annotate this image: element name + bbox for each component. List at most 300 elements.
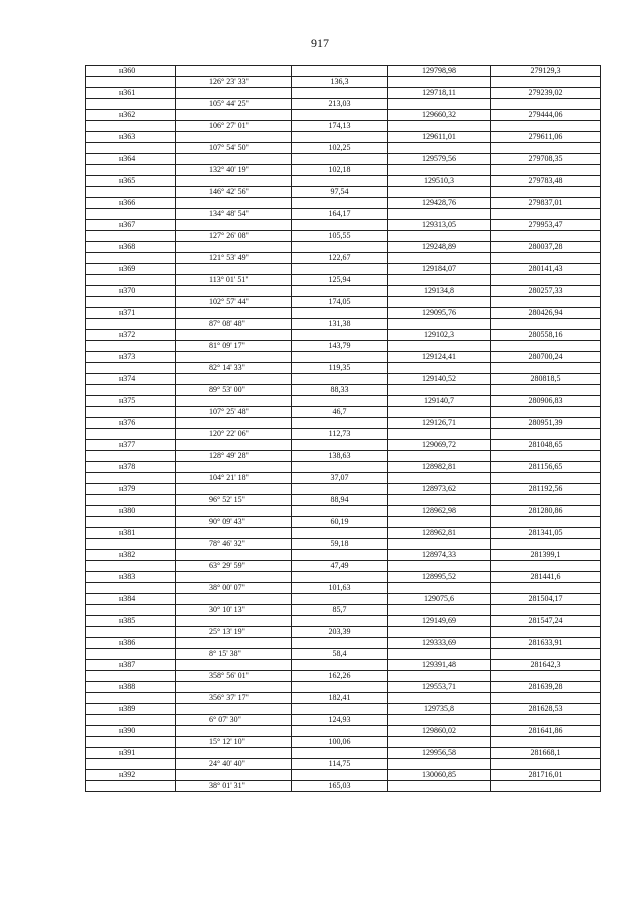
empty-cell (388, 649, 491, 660)
segment-length: 131,38 (292, 319, 388, 330)
coordinates-table-body (86, 66, 601, 792)
empty-cell (176, 550, 292, 561)
empty-cell (292, 220, 388, 231)
point-row (86, 682, 601, 693)
empty-cell (491, 99, 601, 110)
segment-row (86, 517, 601, 528)
empty-cell (388, 693, 491, 704)
empty-cell (491, 77, 601, 88)
point-name: н375 (86, 396, 176, 407)
empty-cell (176, 462, 292, 473)
empty-cell (491, 363, 601, 374)
empty-cell (388, 165, 491, 176)
empty-cell (292, 88, 388, 99)
point-name: н376 (86, 418, 176, 429)
empty-cell (86, 693, 176, 704)
segment-row (86, 121, 601, 132)
segment-row (86, 209, 601, 220)
segment-angle: 104° 21' 18" (176, 473, 292, 484)
empty-cell (491, 165, 601, 176)
segment-row (86, 143, 601, 154)
empty-cell (491, 473, 601, 484)
point-x: 129134,8 (388, 286, 491, 297)
segment-row (86, 275, 601, 286)
point-y: 280257,33 (491, 286, 601, 297)
point-x: 129069,72 (388, 440, 491, 451)
empty-cell (388, 715, 491, 726)
point-x: 129140,7 (388, 396, 491, 407)
empty-cell (491, 187, 601, 198)
empty-cell (388, 143, 491, 154)
empty-cell (491, 319, 601, 330)
empty-cell (176, 726, 292, 737)
point-y: 279444,06 (491, 110, 601, 121)
empty-cell (388, 605, 491, 616)
point-x: 129333,69 (388, 638, 491, 649)
empty-cell (388, 363, 491, 374)
empty-cell (491, 385, 601, 396)
empty-cell (491, 341, 601, 352)
empty-cell (292, 286, 388, 297)
point-row (86, 704, 601, 715)
segment-angle: 121° 53' 49" (176, 253, 292, 264)
point-x: 129126,71 (388, 418, 491, 429)
empty-cell (292, 440, 388, 451)
empty-cell (86, 627, 176, 638)
point-x: 128962,98 (388, 506, 491, 517)
empty-cell (176, 242, 292, 253)
empty-cell (86, 297, 176, 308)
segment-length: 59,18 (292, 539, 388, 550)
point-row (86, 462, 601, 473)
point-x: 129391,48 (388, 660, 491, 671)
point-name: н366 (86, 198, 176, 209)
point-name: н378 (86, 462, 176, 473)
point-x: 129579,56 (388, 154, 491, 165)
segment-angle: 356° 37' 17" (176, 693, 292, 704)
empty-cell (388, 319, 491, 330)
point-y: 281642,3 (491, 660, 601, 671)
empty-cell (491, 517, 601, 528)
empty-cell (388, 121, 491, 132)
empty-cell (491, 561, 601, 572)
segment-length: 203,39 (292, 627, 388, 638)
segment-angle: 82° 14' 33" (176, 363, 292, 374)
point-y: 279708,35 (491, 154, 601, 165)
point-x: 128973,62 (388, 484, 491, 495)
empty-cell (491, 297, 601, 308)
empty-cell (86, 253, 176, 264)
segment-row (86, 759, 601, 770)
point-x: 129735,8 (388, 704, 491, 715)
segment-row (86, 715, 601, 726)
segment-row (86, 429, 601, 440)
empty-cell (176, 682, 292, 693)
empty-cell (388, 77, 491, 88)
point-y: 281504,17 (491, 594, 601, 605)
point-y: 279953,47 (491, 220, 601, 231)
point-name: н380 (86, 506, 176, 517)
segment-row (86, 407, 601, 418)
empty-cell (292, 198, 388, 209)
empty-cell (86, 781, 176, 792)
empty-cell (176, 176, 292, 187)
point-row (86, 264, 601, 275)
point-y: 281633,91 (491, 638, 601, 649)
point-name: н390 (86, 726, 176, 737)
empty-cell (491, 671, 601, 682)
point-name: н387 (86, 660, 176, 671)
point-name: н379 (86, 484, 176, 495)
point-y: 280818,5 (491, 374, 601, 385)
empty-cell (86, 517, 176, 528)
empty-cell (86, 143, 176, 154)
segment-length: 174,13 (292, 121, 388, 132)
empty-cell (86, 77, 176, 88)
segment-length: 119,35 (292, 363, 388, 374)
empty-cell (176, 528, 292, 539)
point-row (86, 308, 601, 319)
point-y: 281399,1 (491, 550, 601, 561)
empty-cell (176, 748, 292, 759)
empty-cell (388, 385, 491, 396)
empty-cell (86, 451, 176, 462)
segment-angle: 127° 26' 08" (176, 231, 292, 242)
point-x: 129140,52 (388, 374, 491, 385)
point-y: 281628,53 (491, 704, 601, 715)
point-x: 130060,85 (388, 770, 491, 781)
empty-cell (491, 605, 601, 616)
empty-cell (388, 341, 491, 352)
empty-cell (388, 781, 491, 792)
empty-cell (176, 704, 292, 715)
empty-cell (491, 583, 601, 594)
point-name: н367 (86, 220, 176, 231)
empty-cell (292, 682, 388, 693)
empty-cell (388, 539, 491, 550)
point-name: н389 (86, 704, 176, 715)
empty-cell (86, 385, 176, 396)
point-row (86, 396, 601, 407)
point-y: 279783,48 (491, 176, 601, 187)
point-row (86, 660, 601, 671)
segment-angle: 89° 53' 00" (176, 385, 292, 396)
empty-cell (491, 429, 601, 440)
point-row (86, 132, 601, 143)
point-row (86, 440, 601, 451)
point-x: 129149,69 (388, 616, 491, 627)
empty-cell (86, 561, 176, 572)
coordinates-table (85, 65, 601, 792)
empty-cell (86, 539, 176, 550)
point-row (86, 594, 601, 605)
point-x: 129124,41 (388, 352, 491, 363)
segment-row (86, 473, 601, 484)
point-y: 279239,02 (491, 88, 601, 99)
point-name: н360 (86, 66, 176, 77)
empty-cell (292, 132, 388, 143)
point-y: 279129,3 (491, 66, 601, 77)
empty-cell (292, 462, 388, 473)
empty-cell (86, 209, 176, 220)
empty-cell (491, 231, 601, 242)
segment-length: 102,18 (292, 165, 388, 176)
point-row (86, 528, 601, 539)
point-name: н377 (86, 440, 176, 451)
segment-row (86, 539, 601, 550)
empty-cell (176, 418, 292, 429)
empty-cell (388, 429, 491, 440)
empty-cell (388, 737, 491, 748)
segment-length: 46,7 (292, 407, 388, 418)
segment-angle: 113° 01' 51" (176, 275, 292, 286)
empty-cell (292, 330, 388, 341)
empty-cell (292, 704, 388, 715)
segment-angle: 106° 27' 01" (176, 121, 292, 132)
segment-length: 125,94 (292, 275, 388, 286)
segment-row (86, 231, 601, 242)
segment-length: 105,55 (292, 231, 388, 242)
point-x: 129553,71 (388, 682, 491, 693)
segment-row (86, 693, 601, 704)
empty-cell (491, 627, 601, 638)
segment-angle: 81° 09' 17" (176, 341, 292, 352)
empty-cell (388, 671, 491, 682)
empty-cell (388, 407, 491, 418)
segment-row (86, 737, 601, 748)
segment-row (86, 451, 601, 462)
segment-length: 85,7 (292, 605, 388, 616)
point-name: н386 (86, 638, 176, 649)
point-name: н384 (86, 594, 176, 605)
segment-length: 88,33 (292, 385, 388, 396)
empty-cell (176, 330, 292, 341)
empty-cell (292, 154, 388, 165)
segment-length: 114,75 (292, 759, 388, 770)
empty-cell (388, 473, 491, 484)
empty-cell (292, 110, 388, 121)
empty-cell (176, 110, 292, 121)
empty-cell (86, 187, 176, 198)
point-row (86, 286, 601, 297)
segment-row (86, 165, 601, 176)
point-y: 281547,24 (491, 616, 601, 627)
empty-cell (292, 638, 388, 649)
segment-angle: 96° 52' 15" (176, 495, 292, 506)
point-y: 280426,94 (491, 308, 601, 319)
segment-angle: 78° 46' 32" (176, 539, 292, 550)
empty-cell (292, 550, 388, 561)
empty-cell (86, 165, 176, 176)
segment-length: 182,41 (292, 693, 388, 704)
point-row (86, 176, 601, 187)
empty-cell (388, 253, 491, 264)
segment-length: 143,79 (292, 341, 388, 352)
empty-cell (292, 506, 388, 517)
empty-cell (388, 275, 491, 286)
point-y: 281716,01 (491, 770, 601, 781)
segment-length: 100,06 (292, 737, 388, 748)
empty-cell (176, 132, 292, 143)
empty-cell (388, 583, 491, 594)
empty-cell (176, 770, 292, 781)
point-name: н365 (86, 176, 176, 187)
segment-angle: 107° 54' 50" (176, 143, 292, 154)
empty-cell (292, 418, 388, 429)
empty-cell (292, 242, 388, 253)
empty-cell (86, 715, 176, 726)
point-name: н362 (86, 110, 176, 121)
empty-cell (176, 616, 292, 627)
empty-cell (176, 198, 292, 209)
segment-length: 162,26 (292, 671, 388, 682)
point-y: 280906,83 (491, 396, 601, 407)
point-name: н382 (86, 550, 176, 561)
point-row (86, 506, 601, 517)
segment-angle: 128° 49' 28" (176, 451, 292, 462)
point-x: 129428,76 (388, 198, 491, 209)
empty-cell (86, 407, 176, 418)
empty-cell (292, 176, 388, 187)
point-y: 281641,86 (491, 726, 601, 737)
empty-cell (491, 759, 601, 770)
segment-angle: 63° 29' 59" (176, 561, 292, 572)
empty-cell (491, 407, 601, 418)
empty-cell (292, 374, 388, 385)
empty-cell (176, 286, 292, 297)
page-number: 917 (311, 36, 329, 50)
point-x: 129660,32 (388, 110, 491, 121)
empty-cell (86, 671, 176, 682)
point-name: н370 (86, 286, 176, 297)
point-y: 280558,16 (491, 330, 601, 341)
empty-cell (86, 495, 176, 506)
segment-angle: 38° 00' 07" (176, 583, 292, 594)
point-x: 129798,98 (388, 66, 491, 77)
point-row (86, 572, 601, 583)
point-name: н369 (86, 264, 176, 275)
point-row (86, 198, 601, 209)
point-y: 281668,1 (491, 748, 601, 759)
segment-angle: 132° 40' 19" (176, 165, 292, 176)
point-x: 129860,02 (388, 726, 491, 737)
point-name: н383 (86, 572, 176, 583)
empty-cell (491, 649, 601, 660)
empty-cell (292, 396, 388, 407)
empty-cell (388, 209, 491, 220)
empty-cell (388, 451, 491, 462)
empty-cell (176, 352, 292, 363)
segment-length: 37,07 (292, 473, 388, 484)
empty-cell (86, 649, 176, 660)
segment-length: 102,25 (292, 143, 388, 154)
empty-cell (292, 484, 388, 495)
point-x: 129184,07 (388, 264, 491, 275)
point-row (86, 88, 601, 99)
segment-row (86, 671, 601, 682)
empty-cell (388, 759, 491, 770)
empty-cell (86, 231, 176, 242)
empty-cell (86, 605, 176, 616)
point-y: 281639,28 (491, 682, 601, 693)
empty-cell (176, 396, 292, 407)
empty-cell (86, 275, 176, 286)
point-row (86, 374, 601, 385)
empty-cell (388, 627, 491, 638)
segment-row (86, 297, 601, 308)
empty-cell (86, 583, 176, 594)
segment-angle: 25° 13' 19" (176, 627, 292, 638)
point-y: 281341,05 (491, 528, 601, 539)
segment-angle: 87° 08' 48" (176, 319, 292, 330)
point-name: н363 (86, 132, 176, 143)
point-row (86, 242, 601, 253)
empty-cell (86, 429, 176, 440)
point-row (86, 550, 601, 561)
segment-angle: 146° 42' 56" (176, 187, 292, 198)
empty-cell (491, 275, 601, 286)
point-row (86, 770, 601, 781)
point-name: н364 (86, 154, 176, 165)
point-name: н385 (86, 616, 176, 627)
point-y: 281280,86 (491, 506, 601, 517)
empty-cell (86, 363, 176, 374)
empty-cell (491, 737, 601, 748)
empty-cell (491, 143, 601, 154)
empty-cell (491, 253, 601, 264)
segment-row (86, 627, 601, 638)
empty-cell (176, 440, 292, 451)
point-row (86, 330, 601, 341)
segment-row (86, 363, 601, 374)
point-name: н392 (86, 770, 176, 781)
point-x: 129611,01 (388, 132, 491, 143)
empty-cell (176, 572, 292, 583)
point-x: 129956,58 (388, 748, 491, 759)
segment-angle: 38° 01' 31" (176, 781, 292, 792)
empty-cell (292, 308, 388, 319)
empty-cell (176, 638, 292, 649)
empty-cell (292, 352, 388, 363)
segment-row (86, 341, 601, 352)
empty-cell (292, 66, 388, 77)
segment-row (86, 561, 601, 572)
empty-cell (491, 451, 601, 462)
empty-cell (491, 693, 601, 704)
segment-angle: 102° 57' 44" (176, 297, 292, 308)
segment-row (86, 187, 601, 198)
point-row (86, 484, 601, 495)
empty-cell (292, 528, 388, 539)
empty-cell (491, 715, 601, 726)
empty-cell (86, 319, 176, 330)
empty-cell (388, 187, 491, 198)
point-y: 279611,06 (491, 132, 601, 143)
empty-cell (491, 539, 601, 550)
empty-cell (176, 506, 292, 517)
empty-cell (292, 748, 388, 759)
point-name: н388 (86, 682, 176, 693)
empty-cell (292, 572, 388, 583)
empty-cell (491, 495, 601, 506)
point-name: н371 (86, 308, 176, 319)
segment-length: 60,19 (292, 517, 388, 528)
point-x: 129718,11 (388, 88, 491, 99)
empty-cell (86, 737, 176, 748)
point-row (86, 66, 601, 77)
segment-row (86, 781, 601, 792)
segment-length: 213,03 (292, 99, 388, 110)
